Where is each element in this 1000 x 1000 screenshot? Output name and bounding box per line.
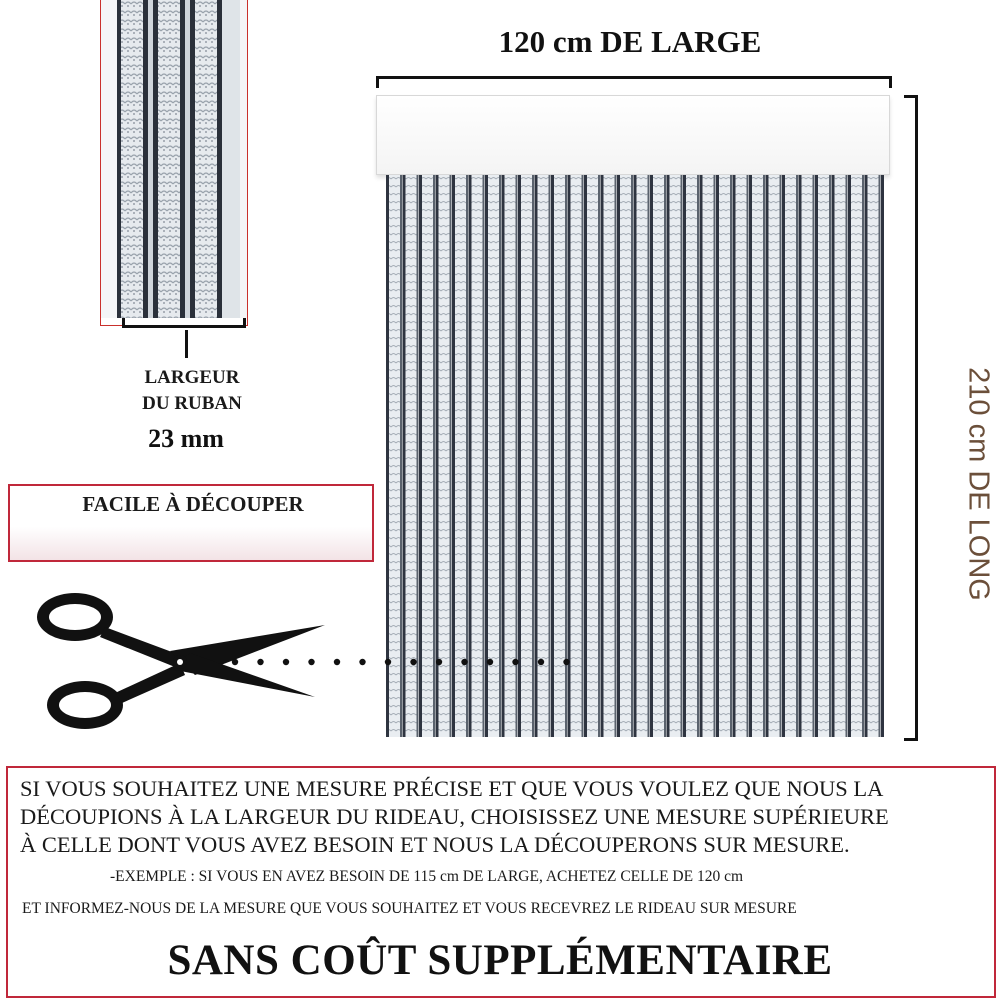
cut-dotted-line (232, 659, 570, 665)
curtain-strip-edge (667, 175, 670, 737)
curtain-strip-edge (601, 175, 604, 737)
cut-dot (538, 659, 544, 665)
curtain-strip-edge (799, 175, 802, 737)
curtain-strip-edge (631, 175, 633, 737)
curtain-strip (670, 175, 681, 737)
curtain-strip-edge (634, 175, 637, 737)
cut-dot (257, 659, 263, 665)
ribbon-width-pointer (185, 330, 188, 358)
curtain-strip (802, 175, 813, 737)
curtain-strip-edge (716, 175, 719, 737)
ribbon-zoom-image (100, 0, 248, 326)
cut-dot (410, 659, 416, 665)
curtain-strip-edge (881, 175, 884, 737)
curtain-rail (376, 95, 890, 175)
ribbon-width-value: 23 mm (148, 424, 224, 453)
curtain-strip (719, 175, 730, 737)
curtain-strip-edge (815, 175, 818, 737)
curtain-strip-edge (865, 175, 868, 737)
curtain-strip (835, 175, 846, 737)
info-main-text (20, 775, 980, 859)
width-label: 120 cm DE LARGE (498, 24, 762, 59)
curtain-strip-edge (763, 175, 765, 737)
ribbon-width-bracket (122, 318, 246, 328)
cut-dot (283, 659, 289, 665)
cut-dot (334, 659, 340, 665)
curtain-strip-edge (648, 175, 650, 737)
info-main-line1: SI VOUS SOUHAITEZ UNE MESURE PRÉCISE ET QUE VOUS VOULEZ QUE NOUS LA (20, 776, 884, 801)
curtain-strip-edge (681, 175, 683, 737)
curtain-strip (620, 175, 631, 737)
curtain-strip (818, 175, 829, 737)
info-headline: SANS COÛT SUPPLÉMENTAIRE (167, 937, 833, 984)
curtain-strip-edge (796, 175, 798, 737)
curtain-strip-edge (697, 175, 699, 737)
curtain-strip-edge (848, 175, 851, 737)
curtain-strip-edge (733, 175, 736, 737)
curtain-strip-edge (766, 175, 769, 737)
curtain-strip-edge (879, 175, 881, 737)
info-note: ET INFORMEZ-NOUS DE LA MESURE QUE VOUS SOUHAITEZ ET VOUS RECEVREZ LE RIDEAU SUR MESURE (22, 900, 797, 917)
curtain-strip (637, 175, 648, 737)
easy-cut-label: FACILE À DÉCOUPER (82, 492, 304, 516)
curtain-strip-edge (862, 175, 864, 737)
cut-dot (487, 659, 493, 665)
curtain-strip (703, 175, 714, 737)
curtain-strip-edge (683, 175, 686, 737)
curtain-strip-edge (747, 175, 749, 737)
curtain-strip-edge (782, 175, 785, 737)
curtain-strip-edge (780, 175, 782, 737)
curtain-strip (604, 175, 615, 737)
easy-cut-box (8, 484, 374, 562)
curtain-strip-edge (617, 175, 620, 737)
curtain-strip-edge (829, 175, 831, 737)
cut-dot (385, 659, 391, 665)
curtain-strip (736, 175, 747, 737)
curtain-strip-edge (664, 175, 666, 737)
curtain-strip (769, 175, 780, 737)
curtain-strip (752, 175, 763, 737)
curtain-strip-edge (700, 175, 703, 737)
width-dimension-line (376, 76, 892, 88)
curtain-strip (785, 175, 796, 737)
cut-dot (308, 659, 314, 665)
cut-dot (436, 659, 442, 665)
length-dimension-line (904, 95, 918, 741)
cut-dot (512, 659, 518, 665)
ribbon-label-line2: DU RUBAN (142, 393, 242, 414)
length-label-text: 210 cm DE LONG (962, 367, 995, 601)
curtain-strip (686, 175, 697, 737)
info-main-line2: DÉCOUPIONS À LA LARGEUR DU RIDEAU, CHOISISSEZ UNE MESURE SUPÉRIEURE (20, 804, 889, 829)
curtain-strip-edge (650, 175, 653, 737)
curtain-strip-edge (730, 175, 732, 737)
info-main-line3: À CELLE DONT VOUS AVEZ BESOIN ET NOUS LA DÉCOUPERONS SUR MESURE. (20, 832, 850, 857)
curtain-strip-edge (615, 175, 617, 737)
curtain-strip-edge (749, 175, 752, 737)
curtain-strip-edge (813, 175, 815, 737)
curtain-strip (868, 175, 879, 737)
cut-dot (461, 659, 467, 665)
length-label (960, 368, 996, 600)
curtain-strip-edge (598, 175, 600, 737)
curtain-strip-edge (714, 175, 716, 737)
scissors-icon (30, 585, 590, 735)
curtain-strip-edge (832, 175, 835, 737)
ribbon-label-line1: LARGEUR (144, 367, 240, 388)
ribbon-strips-graphic (101, 0, 247, 318)
cut-dot (232, 659, 238, 665)
info-example: -EXEMPLE : SI VOUS EN AVEZ BESOIN DE 115 cm DE LARGE, ACHETEZ CELLE DE 120 cm (110, 868, 744, 885)
cut-dot (563, 659, 569, 665)
curtain-strip-edge (846, 175, 848, 737)
cut-dot (359, 659, 365, 665)
curtain-strip (653, 175, 664, 737)
curtain-strip (851, 175, 862, 737)
